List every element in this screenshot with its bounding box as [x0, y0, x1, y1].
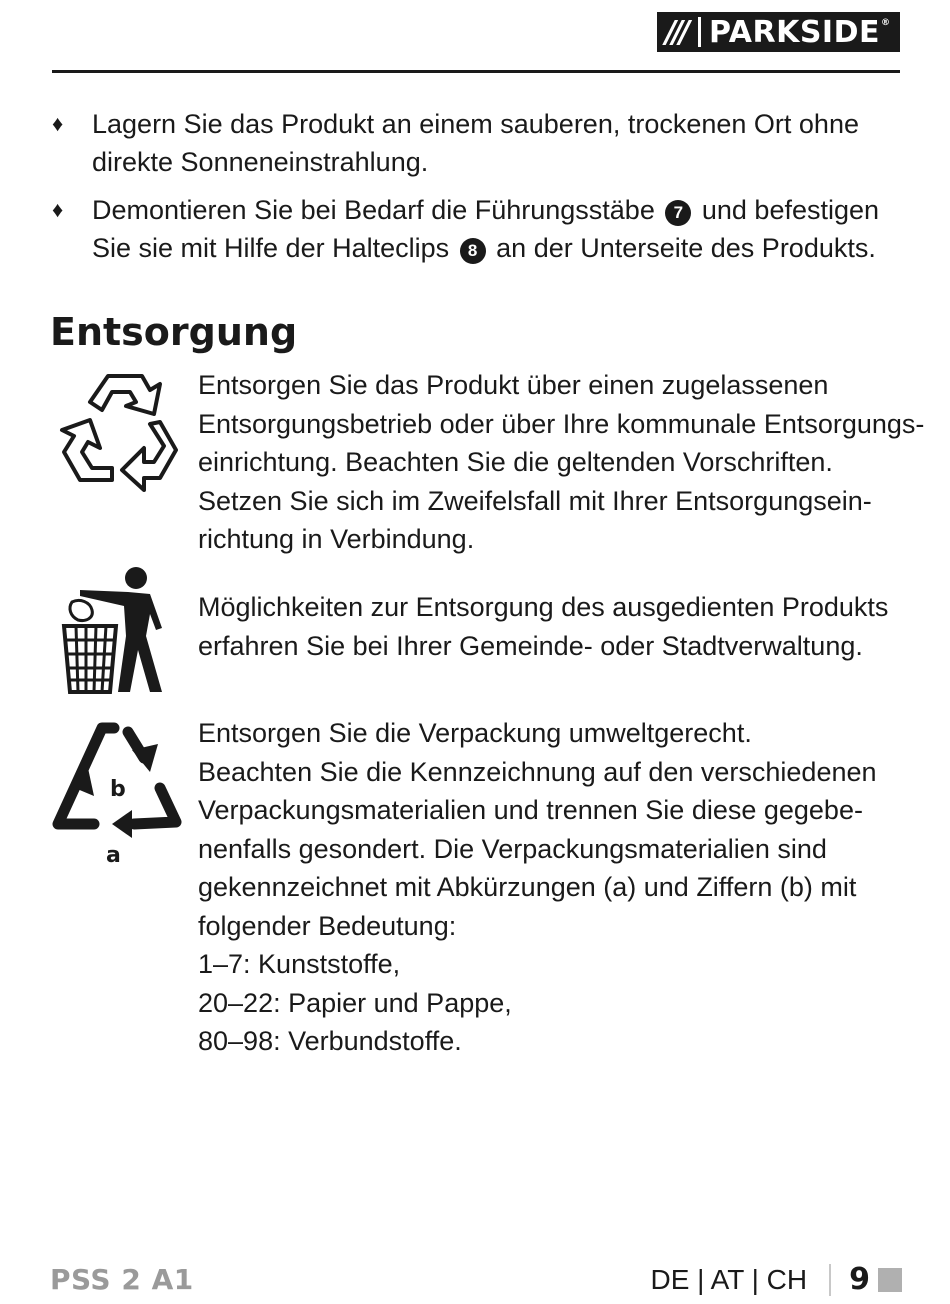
diamond-bullet-icon: ♦ [52, 197, 64, 222]
list-item [52, 105, 900, 181]
symbol-label-b: b [110, 777, 126, 802]
bullet-text: Lagern Sie das Produkt an einem sauberen, trockenen Ort ohne direkte Sonneneinstrahlung. [92, 109, 859, 177]
bullet-text-part: Demontieren Sie bei Bedarf die Führungsstäbe [92, 195, 655, 225]
bin-text [198, 588, 903, 665]
text-line: Entsorgungsbetrieb oder über Ihre kommunale Entsorgungs- [198, 408, 925, 439]
text-line: richtung in Verbindung. [198, 524, 475, 554]
header-rule [52, 70, 900, 73]
text-line: 20–22: Papier und Pappe, [198, 987, 512, 1018]
text-line: folgender Bedeutung: [198, 910, 457, 941]
list-item [52, 191, 900, 267]
logo-registered-mark: ® [881, 18, 890, 28]
recycle-arrows-icon [50, 366, 182, 496]
bullet-text-part: und befestigen Sie sie mit Hilfe der Halteclips [92, 195, 880, 263]
page-marker-square-icon [878, 1268, 902, 1292]
logo-slashes: /// [665, 14, 687, 50]
packaging-recycling-triangle-icon [50, 714, 182, 874]
reference-number-badge: 7 [665, 200, 691, 226]
bullet-list [52, 105, 900, 277]
country-codes: DE | AT | CH [650, 1263, 808, 1295]
section-title: Entsorgung [50, 310, 298, 354]
diamond-bullet-icon: ♦ [52, 111, 64, 136]
text-line: Verpackungsmaterialien und trennen Sie diese gegebe- [198, 795, 863, 825]
bullet-text-part: an der Unterseite des Produkts. [496, 233, 876, 263]
parkside-logo [657, 12, 900, 52]
model-number: PSS 2 A1 [50, 1263, 194, 1296]
text-line: 80–98: Verbundstoffe. [198, 1026, 462, 1056]
text-line: 1–7: Kunststoffe, [198, 949, 401, 979]
bullet-text [92, 191, 900, 267]
text-line: Entsorgen Sie das Produkt über einen zugelassenen [198, 370, 829, 400]
text-line: Beachten Sie die Kennzeichnung auf den verschiedenen [198, 756, 877, 787]
text-line: erfahren Sie bei Ihrer Gemeinde- oder Stadtverwaltung. [198, 630, 863, 661]
text-line: gekennzeichnet mit Abkürzungen (a) und Ziffern (b) mit [198, 872, 857, 902]
logo-name: PARKSIDE [709, 14, 880, 50]
logo-separator [698, 17, 701, 47]
footer-divider [829, 1264, 831, 1296]
text-line: Entsorgen Sie die Verpackung umweltgerecht. [198, 718, 752, 748]
text-line: einrichtung. Beachten Sie die geltenden Vorschriften. [198, 447, 833, 477]
text-line: Möglichkeiten zur Entsorgung des ausgedienten Produkts [198, 592, 889, 622]
text-line: Setzen Sie sich im Zweifelsfall mit Ihrer Entsorgungsein- [198, 485, 872, 516]
symbol-label-a: a [106, 843, 121, 868]
page-number: 9 [849, 1262, 870, 1297]
reference-number-badge: 8 [460, 238, 486, 264]
person-trash-bin-icon [50, 566, 180, 696]
text-line: nenfalls gesondert. Die Verpackungsmaterialien sind [198, 833, 827, 864]
packaging-text [198, 714, 903, 1061]
footer-page-info [650, 1262, 902, 1297]
recycle-text [198, 366, 925, 559]
